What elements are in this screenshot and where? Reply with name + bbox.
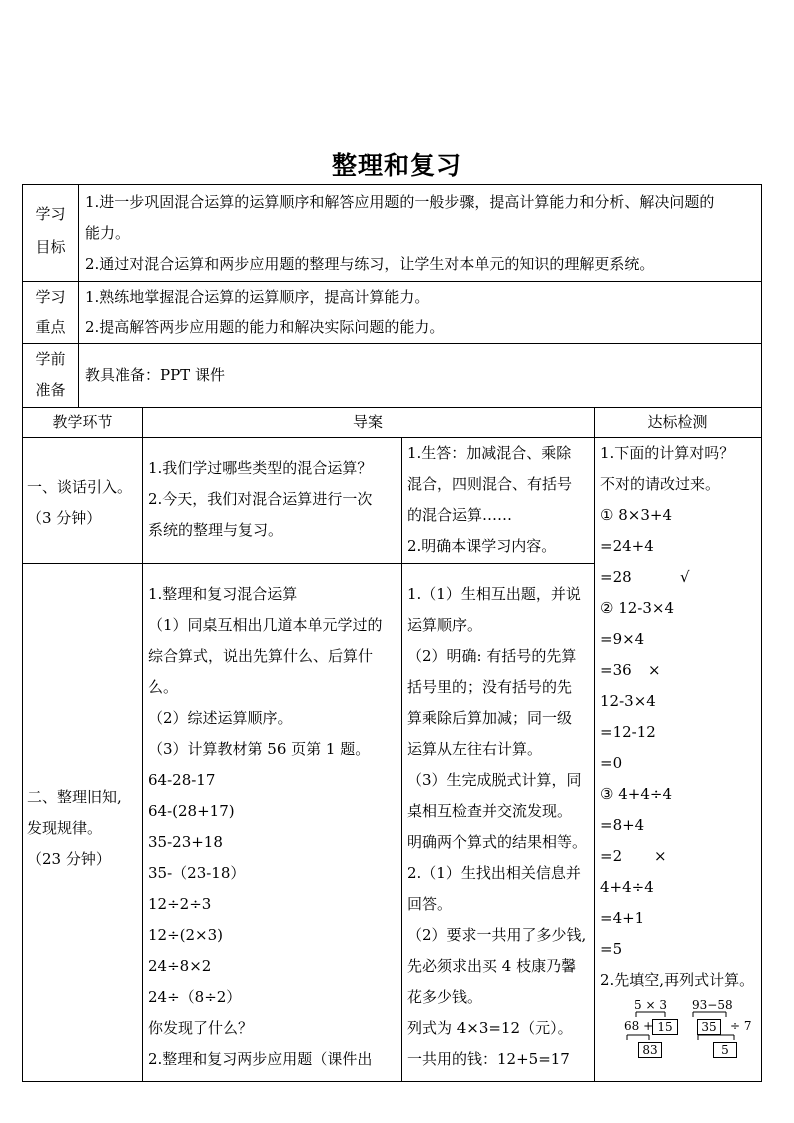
page-title: 整理和复习 [331, 151, 462, 180]
section2-student-line: 运算顺序。 [407, 616, 483, 634]
goals-line: 2.通过对混合运算和两步应用题的整理与练习，让学生对本单元的知识的理解更系统。 [85, 255, 655, 273]
key-row [23, 281, 761, 343]
section2-teacher-line: 64-(28+17) [148, 802, 235, 820]
check-line: 1.下面的计算对吗？ [600, 444, 735, 462]
section2-stage-line: 二、整理旧知, [27, 788, 122, 806]
check-line: =5 [600, 940, 623, 958]
key-line: 1.熟练地掌握混合运算的运算顺序，提高计算能力。 [85, 288, 430, 306]
section2-teacher-line: 2.整理和复习两步应用题（课件出 [148, 1050, 373, 1068]
section1-teacher-line: 1.我们学过哪些类型的混合运算？ [148, 459, 373, 477]
section2-stage-line: （23 分钟） [27, 850, 111, 868]
check-line: =0 [600, 754, 623, 772]
lesson-table [22, 184, 762, 1082]
section1-row [23, 437, 594, 563]
section2-student-line: 先必须求出买 4 枝康乃馨 [407, 957, 577, 975]
section2-teacher-line: 12÷(2×3) [148, 926, 224, 944]
key-line: 2.提高解答两步应用题的能力和解决实际问题的能力。 [85, 318, 445, 336]
check-line: 12-3×4 [600, 692, 656, 710]
section2-student-line: 一共用的钱：12+5=17 [407, 1050, 570, 1068]
check-column [594, 437, 761, 1081]
diagram-right-suffix: ÷ 7 [730, 1019, 752, 1033]
check-line: 2.先填空,再列式计算。 [600, 971, 755, 989]
diagram-box-bottom-left: 83 [638, 1042, 662, 1058]
header-check: 达标检测 [647, 413, 708, 431]
header-guide: 导案 [352, 413, 383, 431]
header-stage: 教学环节 [52, 413, 113, 431]
fill-diagram [594, 998, 761, 1078]
section2-teacher-line: 你发现了什么？ [148, 1019, 254, 1037]
section2-teacher-line: （2）综述运算顺序。 [148, 709, 293, 727]
section1-student-line: 1.生答：加减混合、乘除 [407, 444, 572, 462]
section2-student-line: 2.（1）生找出相关信息并 [407, 864, 581, 882]
section2-teacher-line: （1）同桌互相出几道本单元学过的 [148, 616, 383, 634]
section2-teacher-line: 35-（23-18） [148, 864, 246, 882]
section1-stage-line: 一、谈话引入。 [27, 478, 133, 496]
key-label-line2: 重点 [35, 318, 66, 336]
section2-student-line: 括号里的；没有括号的先 [407, 678, 573, 696]
wrong-mark: × [648, 661, 661, 679]
goals-label-line1: 学习 [35, 205, 66, 223]
goals-label-line2: 目标 [35, 238, 66, 256]
section2-teacher-line: （3）计算教材第 56 页第 1 题。 [148, 740, 371, 758]
section2-student-line: （2）明确: 有括号的先算 [407, 647, 577, 665]
section2-row [23, 563, 594, 1081]
right-mark: √ [680, 568, 690, 586]
section2-teacher-line: 24÷（8÷2） [148, 988, 242, 1006]
section2-student-line: 回答。 [407, 895, 453, 913]
prep-label-line2: 准备 [35, 381, 66, 399]
section1-teacher-line: 2.今天，我们对混合运算进行一次 [148, 490, 373, 508]
section2-student-line: 运算从左往右计算。 [407, 740, 543, 758]
diagram-top-left: 5 × 3 [634, 998, 667, 1012]
section2-teacher-line: 12÷2÷3 [148, 895, 212, 913]
diagram-box-bottom-right: 5 [713, 1042, 737, 1058]
check-line: =4+1 [600, 909, 645, 927]
header-row [23, 407, 761, 437]
section2-stage-line: 发现规律。 [27, 819, 103, 837]
goals-label [23, 185, 78, 281]
diagram-left-prefix: 68 + [624, 1019, 654, 1033]
prep-text: 教具准备：PPT 课件 [85, 366, 225, 384]
goals-line: 能力。 [85, 224, 131, 242]
section2-student-line: 1.（1）生相互出题，并说 [407, 585, 581, 603]
section2-teacher-line: 35-23+18 [148, 833, 223, 851]
check-line: =12-12 [600, 723, 656, 741]
section2-teacher-line: 64-28-17 [148, 771, 216, 789]
key-label-line1: 学习 [35, 288, 66, 306]
diagram-top-right: 93−58 [692, 998, 733, 1012]
section2-student-line: 列式为 4×3=12（元）。 [407, 1019, 573, 1037]
section2-teacher-line: 24÷8×2 [148, 957, 212, 975]
section2-student-line: 桌相互检查并交流发现。 [407, 802, 573, 820]
check-line: =2 [600, 847, 623, 865]
section2-student-line: 算乘除后算加减；同一级 [407, 709, 573, 727]
check-line: ③ 4+4÷4 [600, 785, 672, 803]
section2-student-line: （2）要求一共用了多少钱, [407, 926, 587, 944]
section2-student-line: 花多少钱。 [407, 988, 483, 1006]
check-line: ② 12-3×4 [600, 599, 675, 617]
diagram-box-left: 15 [652, 1019, 678, 1035]
section1-teacher-line: 系统的整理与复习。 [148, 521, 284, 539]
diagram-lines [594, 998, 761, 1078]
check-line: 4+4÷4 [600, 878, 654, 896]
check-line: ① 8×3+4 [600, 506, 672, 524]
check-line: =8+4 [600, 816, 645, 834]
check-line: =28 [600, 568, 632, 586]
section2-teacher-line: 1.整理和复习混合运算 [148, 585, 298, 603]
section1-student-line: 的混合运算…… [407, 506, 513, 524]
section1-student-line: 2.明确本课学习内容。 [407, 537, 557, 555]
key-label [23, 282, 78, 344]
check-line: =24+4 [600, 537, 654, 555]
prep-row [23, 343, 761, 407]
diagram-box-right: 35 [697, 1019, 721, 1035]
prep-label-line1: 学前 [35, 350, 66, 368]
section2-student-line: 明确两个算式的结果相等。 [407, 833, 588, 851]
goals-row [23, 185, 761, 281]
section1-stage-line: （3 分钟） [27, 509, 102, 527]
section2-teacher-line: 么。 [148, 678, 179, 696]
check-line: =36 [600, 661, 632, 679]
section2-student-line: （3）生完成脱式计算，同 [407, 771, 582, 789]
section2-teacher-line: 综合算式，说出先算什么、后算什 [148, 647, 374, 665]
section1-student-line: 混合，四则混合、有括号 [407, 475, 573, 493]
prep-label [23, 344, 78, 408]
wrong-mark: × [654, 847, 667, 865]
check-line: 不对的请改过来。 [600, 475, 721, 493]
goals-line: 1.进一步巩固混合运算的运算顺序和解答应用题的一般步骤，提高计算能力和分析、解决问题的 [85, 193, 715, 211]
check-line: =9×4 [600, 630, 645, 648]
